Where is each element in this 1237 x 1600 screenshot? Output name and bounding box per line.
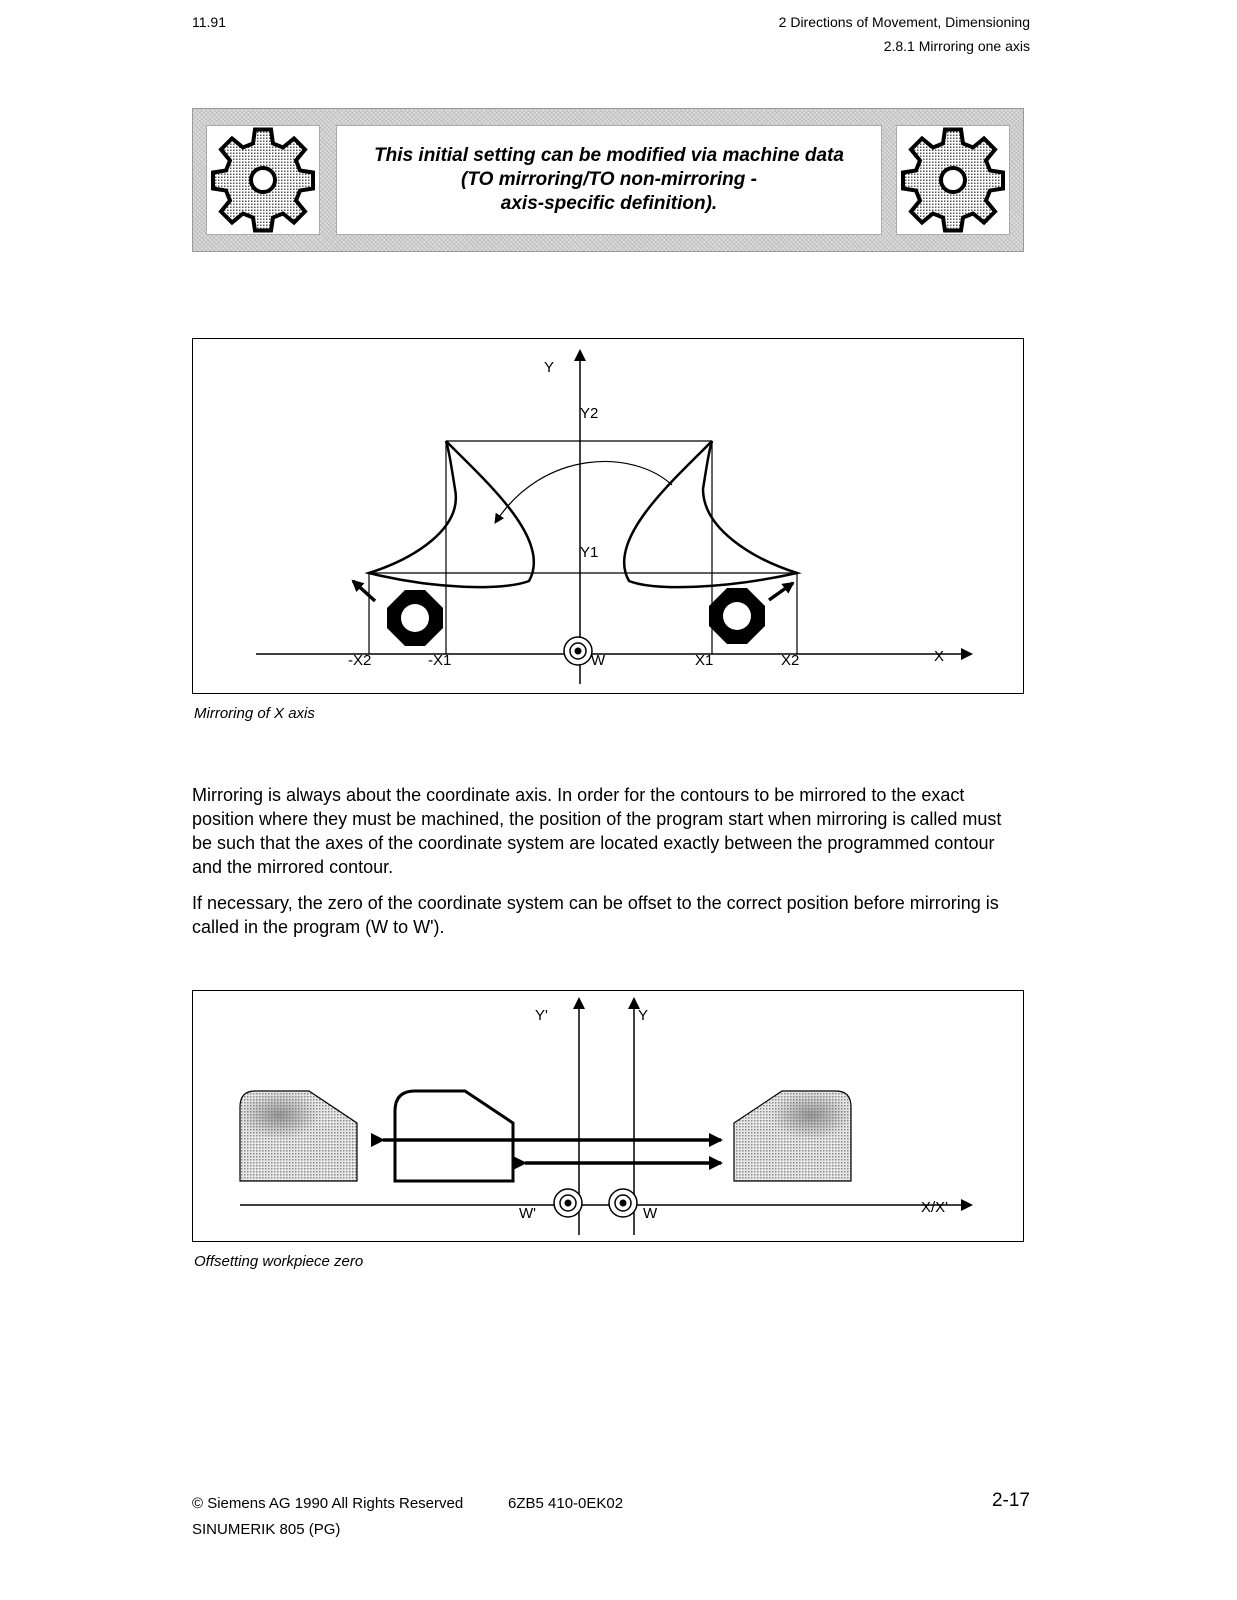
tool-left (387, 590, 443, 646)
page-number: 2-17 (991, 1490, 1030, 1511)
label-neg-x2: -X2 (348, 652, 372, 669)
label-w: W (643, 1205, 658, 1222)
label-y2: Y2 (580, 405, 599, 422)
mirrored-contour (369, 441, 534, 587)
tool-right (709, 588, 765, 644)
figure2-caption: Offsetting workpiece zero (194, 1253, 364, 1270)
label-x: X (934, 648, 945, 665)
label-neg-x1: -X1 (428, 652, 452, 669)
mirroring-diagram (193, 339, 1022, 692)
footer-product: SINUMERIK 805 (PG) (192, 1521, 341, 1538)
programmed-workpiece (395, 1091, 513, 1181)
note-line-1: This initial setting can be modified via machine data (374, 145, 844, 166)
footer-copyright: © Siemens AG 1990 All Rights Reserved (192, 1495, 464, 1512)
offset-diagram (193, 991, 1022, 1240)
label-w-prime: W' (519, 1205, 537, 1222)
note-gear-left (206, 125, 320, 235)
figure-offset-zero (192, 990, 1024, 1242)
paragraph-1: Mirroring is always about the coordinate axis. In order for the contours to be mirrored to the exact position where they must be machined, the position of the program start when mirroring is called must be such that the axes of the coordinate system are located exactly between the programmed contour and the mirrored contour. (192, 785, 1002, 877)
label-y-prime: Y' (535, 1007, 548, 1024)
label-x2: X2 (781, 652, 800, 669)
programmed-contour (624, 441, 797, 587)
gear-icon (207, 126, 319, 234)
tool-right-direction-arrow (769, 583, 793, 600)
tool-left-direction-arrow (353, 581, 375, 601)
label-y1: Y1 (580, 544, 599, 561)
note-text-cell (336, 125, 882, 235)
footer-order-number: 6ZB5 410-0EK02 (508, 1495, 624, 1512)
header-date: 11.91 (192, 14, 226, 30)
note-line-2: (TO mirroring/TO non-mirroring - (461, 169, 757, 190)
gear-icon (897, 126, 1009, 234)
header-section: 2.8.1 Mirroring one axis (883, 38, 1030, 54)
note-text (349, 144, 869, 216)
header-chapter: 2 Directions of Movement, Dimensioning (778, 14, 1030, 30)
paragraph-2: If necessary, the zero of the coordinate system can be offset to the correct position before mirroring is called in the program (W to W'). (192, 893, 999, 937)
figure1-caption: Mirroring of X axis (194, 705, 315, 722)
figure-mirroring-x (192, 338, 1024, 694)
workpiece-zero-icon (564, 637, 592, 665)
label-w: W (591, 652, 606, 669)
workpiece-zero-icon (609, 1189, 637, 1217)
label-y: Y (638, 1007, 649, 1024)
workpiece-zero-prime-icon (554, 1189, 582, 1217)
label-x1: X1 (695, 652, 714, 669)
note-line-3: axis-specific definition). (500, 193, 718, 214)
label-x: X/X' (921, 1199, 949, 1216)
machine-data-note (192, 108, 1024, 252)
label-y: Y (544, 359, 555, 376)
note-gear-right (896, 125, 1010, 235)
